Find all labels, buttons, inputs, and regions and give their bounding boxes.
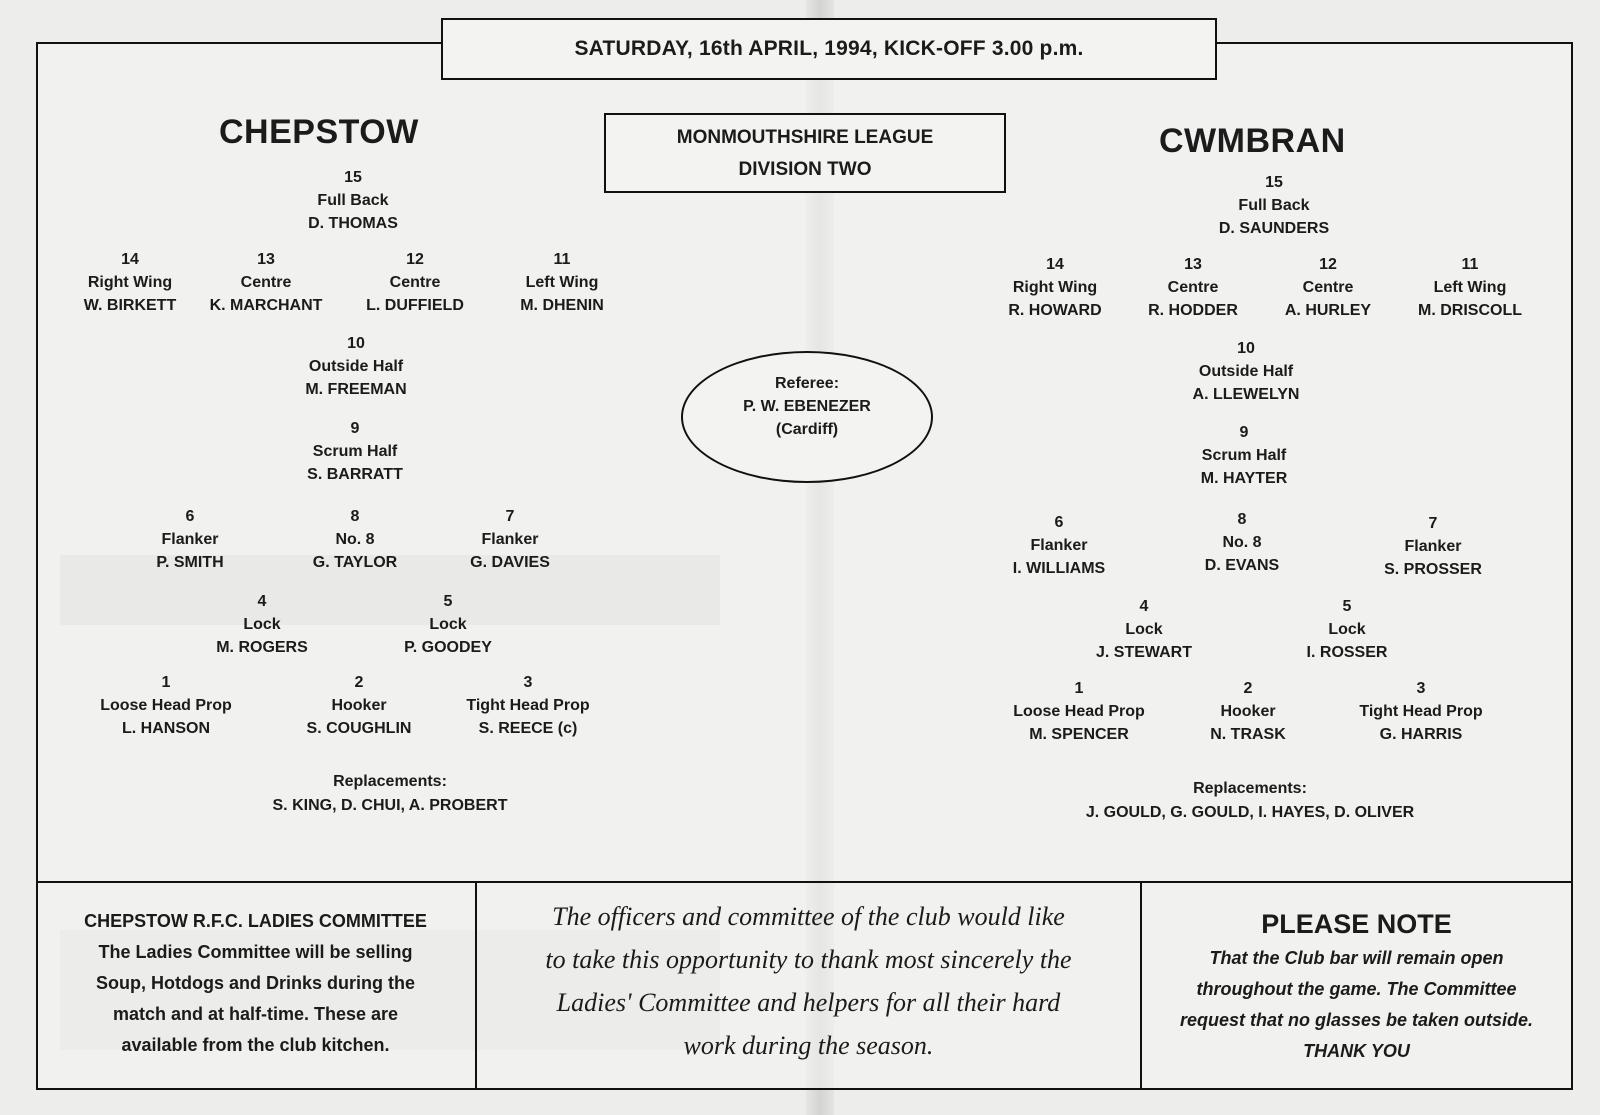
player-name: L. HANSON (122, 720, 210, 737)
please-note-line: throughout the game. The Committee (1196, 979, 1517, 999)
player-number: 6 (1054, 514, 1064, 531)
referee-label: Referee: (774, 375, 840, 392)
player-name: I. WILLIAMS (1012, 560, 1106, 577)
player-name: I. ROSSER (1306, 644, 1388, 661)
league-division: DIVISION TWO (738, 159, 872, 180)
thanks-line: The officers and committee of the club would like (552, 902, 1065, 931)
player-name: N. TRASK (1210, 726, 1286, 743)
player-position: No. 8 (1222, 534, 1262, 551)
player-position: Scrum Half (312, 443, 398, 460)
referee-oval (681, 351, 933, 483)
player-name: M. SPENCER (1029, 726, 1129, 743)
player-name: M. FREEMAN (305, 381, 407, 398)
player-name: M. DHENIN (520, 297, 604, 314)
player-name: S. PROSSER (1384, 561, 1482, 578)
player-position: Lock (429, 616, 467, 633)
match-date-banner (441, 18, 1217, 80)
player-number: 7 (1428, 515, 1438, 532)
player-position: Loose Head Prop (100, 697, 232, 714)
player-name: W. BIRKETT (83, 297, 177, 314)
player-position: Outside Half (308, 358, 404, 375)
player-number: 13 (1184, 256, 1202, 273)
ladies-committee-line: match and at half-time. These are (112, 1004, 399, 1024)
player-name: D. EVANS (1204, 557, 1280, 574)
replacements-names: J. GOULD, G. GOULD, I. HAYES, D. OLIVER (1085, 804, 1415, 821)
player-number: 2 (1243, 680, 1253, 697)
home-player-15 (243, 166, 463, 235)
player-number: 15 (344, 169, 362, 186)
ladies-committee-line: available from the club kitchen. (121, 1035, 390, 1055)
home-team-name: CHEPSTOW (219, 113, 419, 151)
home-player-7 (400, 505, 620, 574)
player-number: 5 (443, 593, 453, 610)
player-position: Centre (389, 274, 441, 291)
replacements-names: S. KING, D. CHUI, A. PROBERT (272, 797, 508, 814)
player-number: 3 (523, 674, 533, 691)
player-number: 7 (505, 508, 515, 525)
league-box (604, 113, 1006, 193)
player-position: Flanker (481, 531, 539, 548)
player-number: 4 (1139, 598, 1149, 615)
player-number: 8 (1237, 511, 1247, 528)
player-position: Full Back (317, 192, 389, 209)
player-position: Scrum Half (1201, 447, 1287, 464)
player-position: Hooker (331, 697, 387, 714)
player-number: 9 (350, 420, 360, 437)
player-name: J. STEWART (1095, 644, 1192, 661)
player-name: G. DAVIES (470, 554, 550, 571)
player-name: R. HOWARD (1008, 302, 1102, 319)
player-number: 12 (1319, 256, 1337, 273)
player-name: G. TAYLOR (312, 554, 398, 571)
thanks-line: to take this opportunity to thank most sincerely the (545, 945, 1072, 974)
ladies-committee-line: Soup, Hotdogs and Drinks during the (96, 973, 415, 993)
player-number: 11 (1461, 256, 1479, 273)
player-name: A. HURLEY (1284, 302, 1372, 319)
player-number: 12 (406, 251, 424, 268)
home-player-3 (418, 671, 638, 740)
player-position: Right Wing (1012, 279, 1098, 296)
thanks-line: work during the season. (683, 1031, 934, 1060)
league-name: MONMOUTHSHIRE LEAGUE (676, 127, 934, 148)
notice-strip (36, 881, 1573, 1090)
home-player-10 (246, 332, 466, 401)
player-number: 8 (350, 508, 360, 525)
away-player-9 (1134, 421, 1354, 490)
please-note-panel (1142, 883, 1571, 1090)
player-position: Tight Head Prop (466, 697, 590, 714)
home-player-9 (245, 417, 465, 486)
player-number: 4 (257, 593, 267, 610)
away-player-10 (1136, 337, 1356, 406)
player-position: Lock (243, 616, 281, 633)
please-note-line: That the Club bar will remain open (1209, 948, 1504, 968)
away-replacements (1000, 777, 1500, 825)
referee-club: (Cardiff) (775, 421, 839, 438)
ladies-committee-line: The Ladies Committee will be selling (98, 942, 413, 962)
player-number: 10 (347, 335, 365, 352)
player-number: 14 (1046, 256, 1064, 273)
player-position: Left Wing (1433, 279, 1507, 296)
player-number: 6 (185, 508, 195, 525)
player-position: Centre (1167, 279, 1219, 296)
player-number: 9 (1239, 424, 1249, 441)
away-player-7 (1323, 512, 1543, 581)
player-position: Centre (240, 274, 292, 291)
please-note-line: THANK YOU (1303, 1041, 1410, 1061)
player-name: P. GOODEY (404, 639, 492, 656)
player-name: M. ROGERS (216, 639, 308, 656)
player-name: G. HARRIS (1379, 726, 1463, 743)
player-position: Lock (1125, 621, 1163, 638)
ladies-committee-heading: CHEPSTOW R.F.C. LADIES COMMITTEE (84, 911, 427, 931)
player-position: Left Wing (525, 274, 599, 291)
player-name: L. DUFFIELD (366, 297, 464, 314)
thanks-panel (477, 883, 1142, 1090)
player-name: D. SAUNDERS (1218, 220, 1330, 237)
match-date: SATURDAY, 16th APRIL, 1994, KICK-OFF 3.00 p.m. (574, 37, 1084, 60)
player-position: Tight Head Prop (1359, 703, 1483, 720)
player-name: S. COUGHLIN (306, 720, 412, 737)
player-number: 10 (1237, 340, 1255, 357)
player-position: Flanker (1404, 538, 1462, 555)
away-player-15 (1164, 171, 1384, 240)
player-number: 5 (1342, 598, 1352, 615)
player-name: S. BARRATT (307, 466, 403, 483)
player-number: 3 (1416, 680, 1426, 697)
player-position: Hooker (1220, 703, 1276, 720)
player-name: R. HODDER (1148, 302, 1238, 319)
away-player-4 (1034, 595, 1254, 664)
replacements-label: Replacements: (1193, 780, 1307, 797)
player-name: A. LLEWELYN (1192, 386, 1300, 403)
player-position: Flanker (1030, 537, 1088, 554)
player-number: 1 (161, 674, 171, 691)
player-number: 13 (257, 251, 275, 268)
thanks-line: Ladies' Committee and helpers for all their hard (556, 988, 1061, 1017)
home-player-1 (56, 671, 276, 740)
player-position: Outside Half (1198, 363, 1294, 380)
player-position: Right Wing (87, 274, 173, 291)
home-player-11 (452, 248, 672, 317)
away-player-8 (1132, 508, 1352, 577)
player-position: Centre (1302, 279, 1354, 296)
player-position: Lock (1328, 621, 1366, 638)
away-player-11 (1360, 253, 1580, 322)
please-note-heading: PLEASE NOTE (1261, 909, 1452, 939)
replacements-label: Replacements: (333, 773, 447, 790)
player-number: 2 (354, 674, 364, 691)
home-player-5 (338, 590, 558, 659)
away-player-3 (1311, 677, 1531, 746)
home-replacements (140, 770, 640, 818)
away-team-name: CWMBRAN (1159, 122, 1346, 160)
player-number: 14 (121, 251, 139, 268)
player-position: Loose Head Prop (1013, 703, 1145, 720)
player-number: 11 (553, 251, 571, 268)
please-note-line: request that no glasses be taken outside. (1179, 1010, 1534, 1030)
ladies-committee-panel (36, 883, 477, 1090)
away-player-5 (1237, 595, 1457, 664)
player-position: Flanker (161, 531, 219, 548)
player-name: K. MARCHANT (209, 297, 323, 314)
player-position: Full Back (1238, 197, 1310, 214)
player-name: S. REECE (c) (478, 720, 578, 737)
player-position: No. 8 (335, 531, 375, 548)
player-name: M. DRISCOLL (1418, 302, 1522, 319)
player-name: P. SMITH (156, 554, 224, 571)
player-number: 1 (1074, 680, 1084, 697)
player-name: D. THOMAS (308, 215, 398, 232)
player-name: M. HAYTER (1200, 470, 1288, 487)
player-number: 15 (1265, 174, 1283, 191)
referee-name: P. W. EBENEZER (743, 398, 871, 415)
